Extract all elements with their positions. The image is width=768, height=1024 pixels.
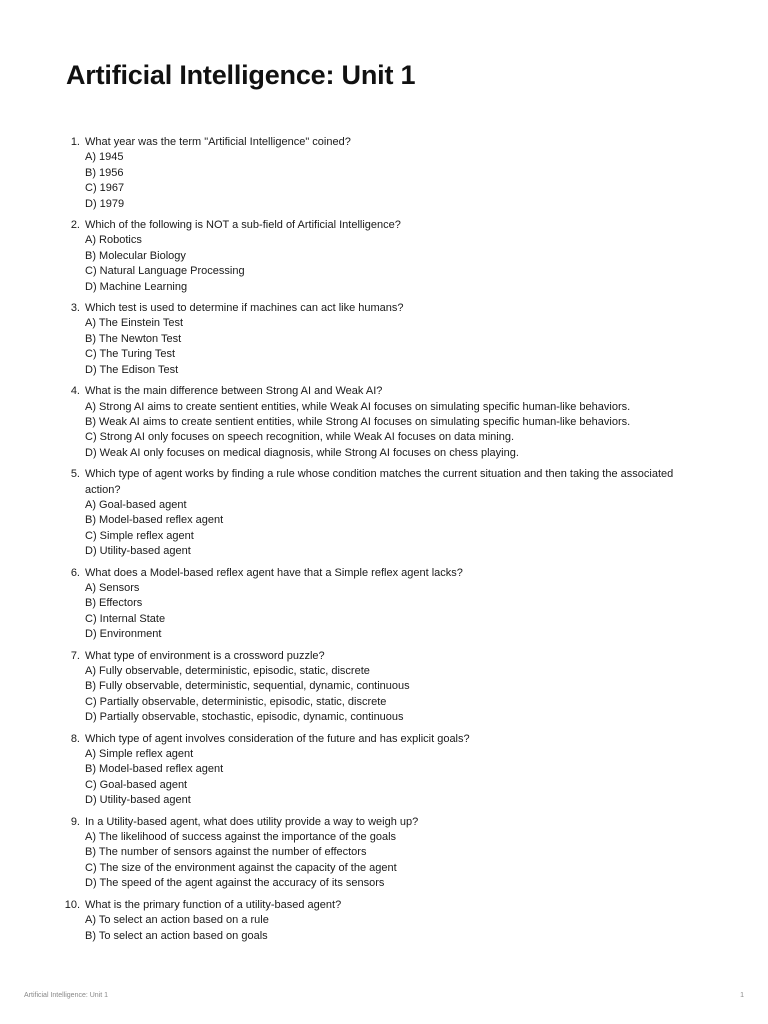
answer-option: C) The size of the environment against the capacity of the agent: [85, 861, 397, 874]
answer-option: A) The likelihood of success against the importance of the goals: [85, 831, 397, 844]
question-number: 2.: [70, 219, 80, 232]
question-number: 5.: [70, 468, 80, 481]
answer-option: C) Internal State: [85, 612, 166, 625]
answer-options: [85, 400, 706, 462]
answer-option: B) To select an action based on goals: [85, 929, 268, 942]
answer-option: D) The speed of the agent against the accuracy of its sensors: [85, 877, 385, 890]
answer-option: B) Weak AI aims to create sentient entities, while Strong AI focuses on simulating specific human-like behaviors.: [85, 415, 631, 428]
question-number: 9.: [70, 815, 80, 828]
answer-option: C) Partially observable, deterministic, episodic, static, discrete: [85, 695, 387, 708]
answer-option: A) Strong AI aims to create sentient entities, while Weak AI focuses on simulating specific human-like behaviors.: [85, 400, 631, 413]
question-item: [66, 566, 706, 643]
question-list: [66, 135, 706, 950]
answer-option: A) 1945: [85, 151, 124, 164]
answer-option: A) The Einstein Test: [85, 317, 184, 330]
answer-options: [85, 664, 706, 726]
answer-option: B) Effectors: [85, 597, 143, 610]
question-item: [66, 218, 706, 295]
answer-option: C) Natural Language Processing: [85, 265, 245, 278]
question-item: [66, 898, 706, 944]
question-text: What type of environment is a crossword puzzle?: [85, 649, 325, 662]
question-number: 6.: [70, 566, 80, 579]
answer-option: B) Model-based reflex agent: [85, 763, 224, 776]
answer-option: D) 1979: [85, 197, 125, 210]
answer-options: [85, 830, 706, 892]
answer-option: D) Machine Learning: [85, 280, 188, 293]
question-item: [66, 135, 706, 212]
answer-option: D) The Edison Test: [85, 363, 179, 376]
answer-option: C) 1967: [85, 182, 125, 195]
answer-option: A) Goal-based agent: [85, 498, 187, 511]
answer-option: A) Sensors: [85, 581, 140, 594]
answer-option: B) The Newton Test: [85, 332, 182, 345]
question-item: [66, 815, 706, 892]
question-text: What year was the term "Artificial Intelligence" coined?: [85, 136, 351, 148]
question-item: [66, 732, 706, 809]
question-item: [66, 301, 706, 378]
answer-option: D) Utility-based agent: [85, 545, 191, 558]
answer-options: [85, 913, 706, 944]
question-item: [66, 467, 706, 559]
question-text: Which test is used to determine if machines can act like humans?: [85, 302, 404, 315]
answer-option: A) Fully observable, deterministic, episodic, static, discrete: [85, 665, 370, 677]
answer-option: D) Weak AI only focuses on medical diagnosis, while Strong AI focuses on chess playing.: [85, 446, 519, 459]
question-item: [66, 649, 706, 726]
question-text: Which of the following is NOT a sub-field of Artificial Intelligence?: [85, 219, 401, 232]
question-number: 10.: [64, 898, 80, 911]
answer-option: D) Partially observable, stochastic, episodic, dynamic, continuous: [85, 711, 404, 724]
answer-option: A) Robotics: [85, 234, 142, 247]
answer-options: [85, 581, 706, 643]
answer-option: A) To select an action based on a rule: [85, 914, 269, 927]
answer-option: D) Environment: [85, 628, 162, 641]
answer-option: B) Molecular Biology: [85, 249, 186, 262]
question-number: 8.: [70, 732, 80, 745]
question-text: In a Utility-based agent, what does utility provide a way to weigh up?: [85, 815, 419, 828]
answer-options: [85, 747, 706, 809]
answer-option: C) Goal-based agent: [85, 778, 188, 791]
question-text: Which type of agent involves consideration of the future and has explicit goals?: [85, 732, 470, 745]
question-number: 3.: [70, 302, 80, 315]
answer-option: C) The Turing Test: [85, 348, 176, 361]
answer-option: D) Utility-based agent: [85, 794, 191, 807]
answer-option: B) Fully observable, deterministic, sequential, dynamic, continuous: [85, 680, 410, 693]
answer-option: C) Simple reflex agent: [85, 529, 194, 542]
question-text: What is the main difference between Strong AI and Weak AI?: [85, 385, 383, 398]
question-text: What does a Model-based reflex agent have that a Simple reflex agent lacks?: [85, 566, 463, 579]
answer-option: C) Strong AI only focuses on speech recognition, while Weak AI focuses on data mining.: [85, 431, 515, 444]
answer-options: [85, 150, 706, 212]
question-item: [66, 384, 706, 461]
question-number: 1.: [70, 136, 80, 148]
question-text: Which type of agent works by finding a rule whose condition matches the current situation and then taking the associated action?: [85, 468, 674, 496]
page-title: Artificial Intelligence: Unit 1: [66, 60, 416, 90]
answer-option: B) Model-based reflex agent: [85, 514, 224, 527]
answer-option: B) 1956: [85, 166, 124, 179]
answer-option: A) Simple reflex agent: [85, 748, 194, 761]
answer-options: [85, 498, 706, 560]
question-number: 7.: [70, 649, 80, 662]
answer-options: [85, 316, 706, 378]
answer-option: B) The number of sensors against the number of effectors: [85, 846, 367, 859]
page-number: 1: [740, 992, 744, 999]
question-text: What is the primary function of a utility-based agent?: [85, 898, 342, 911]
question-number: 4.: [70, 385, 80, 398]
footer-title: Artificial Intelligence: Unit 1: [24, 992, 109, 999]
answer-options: [85, 233, 706, 295]
